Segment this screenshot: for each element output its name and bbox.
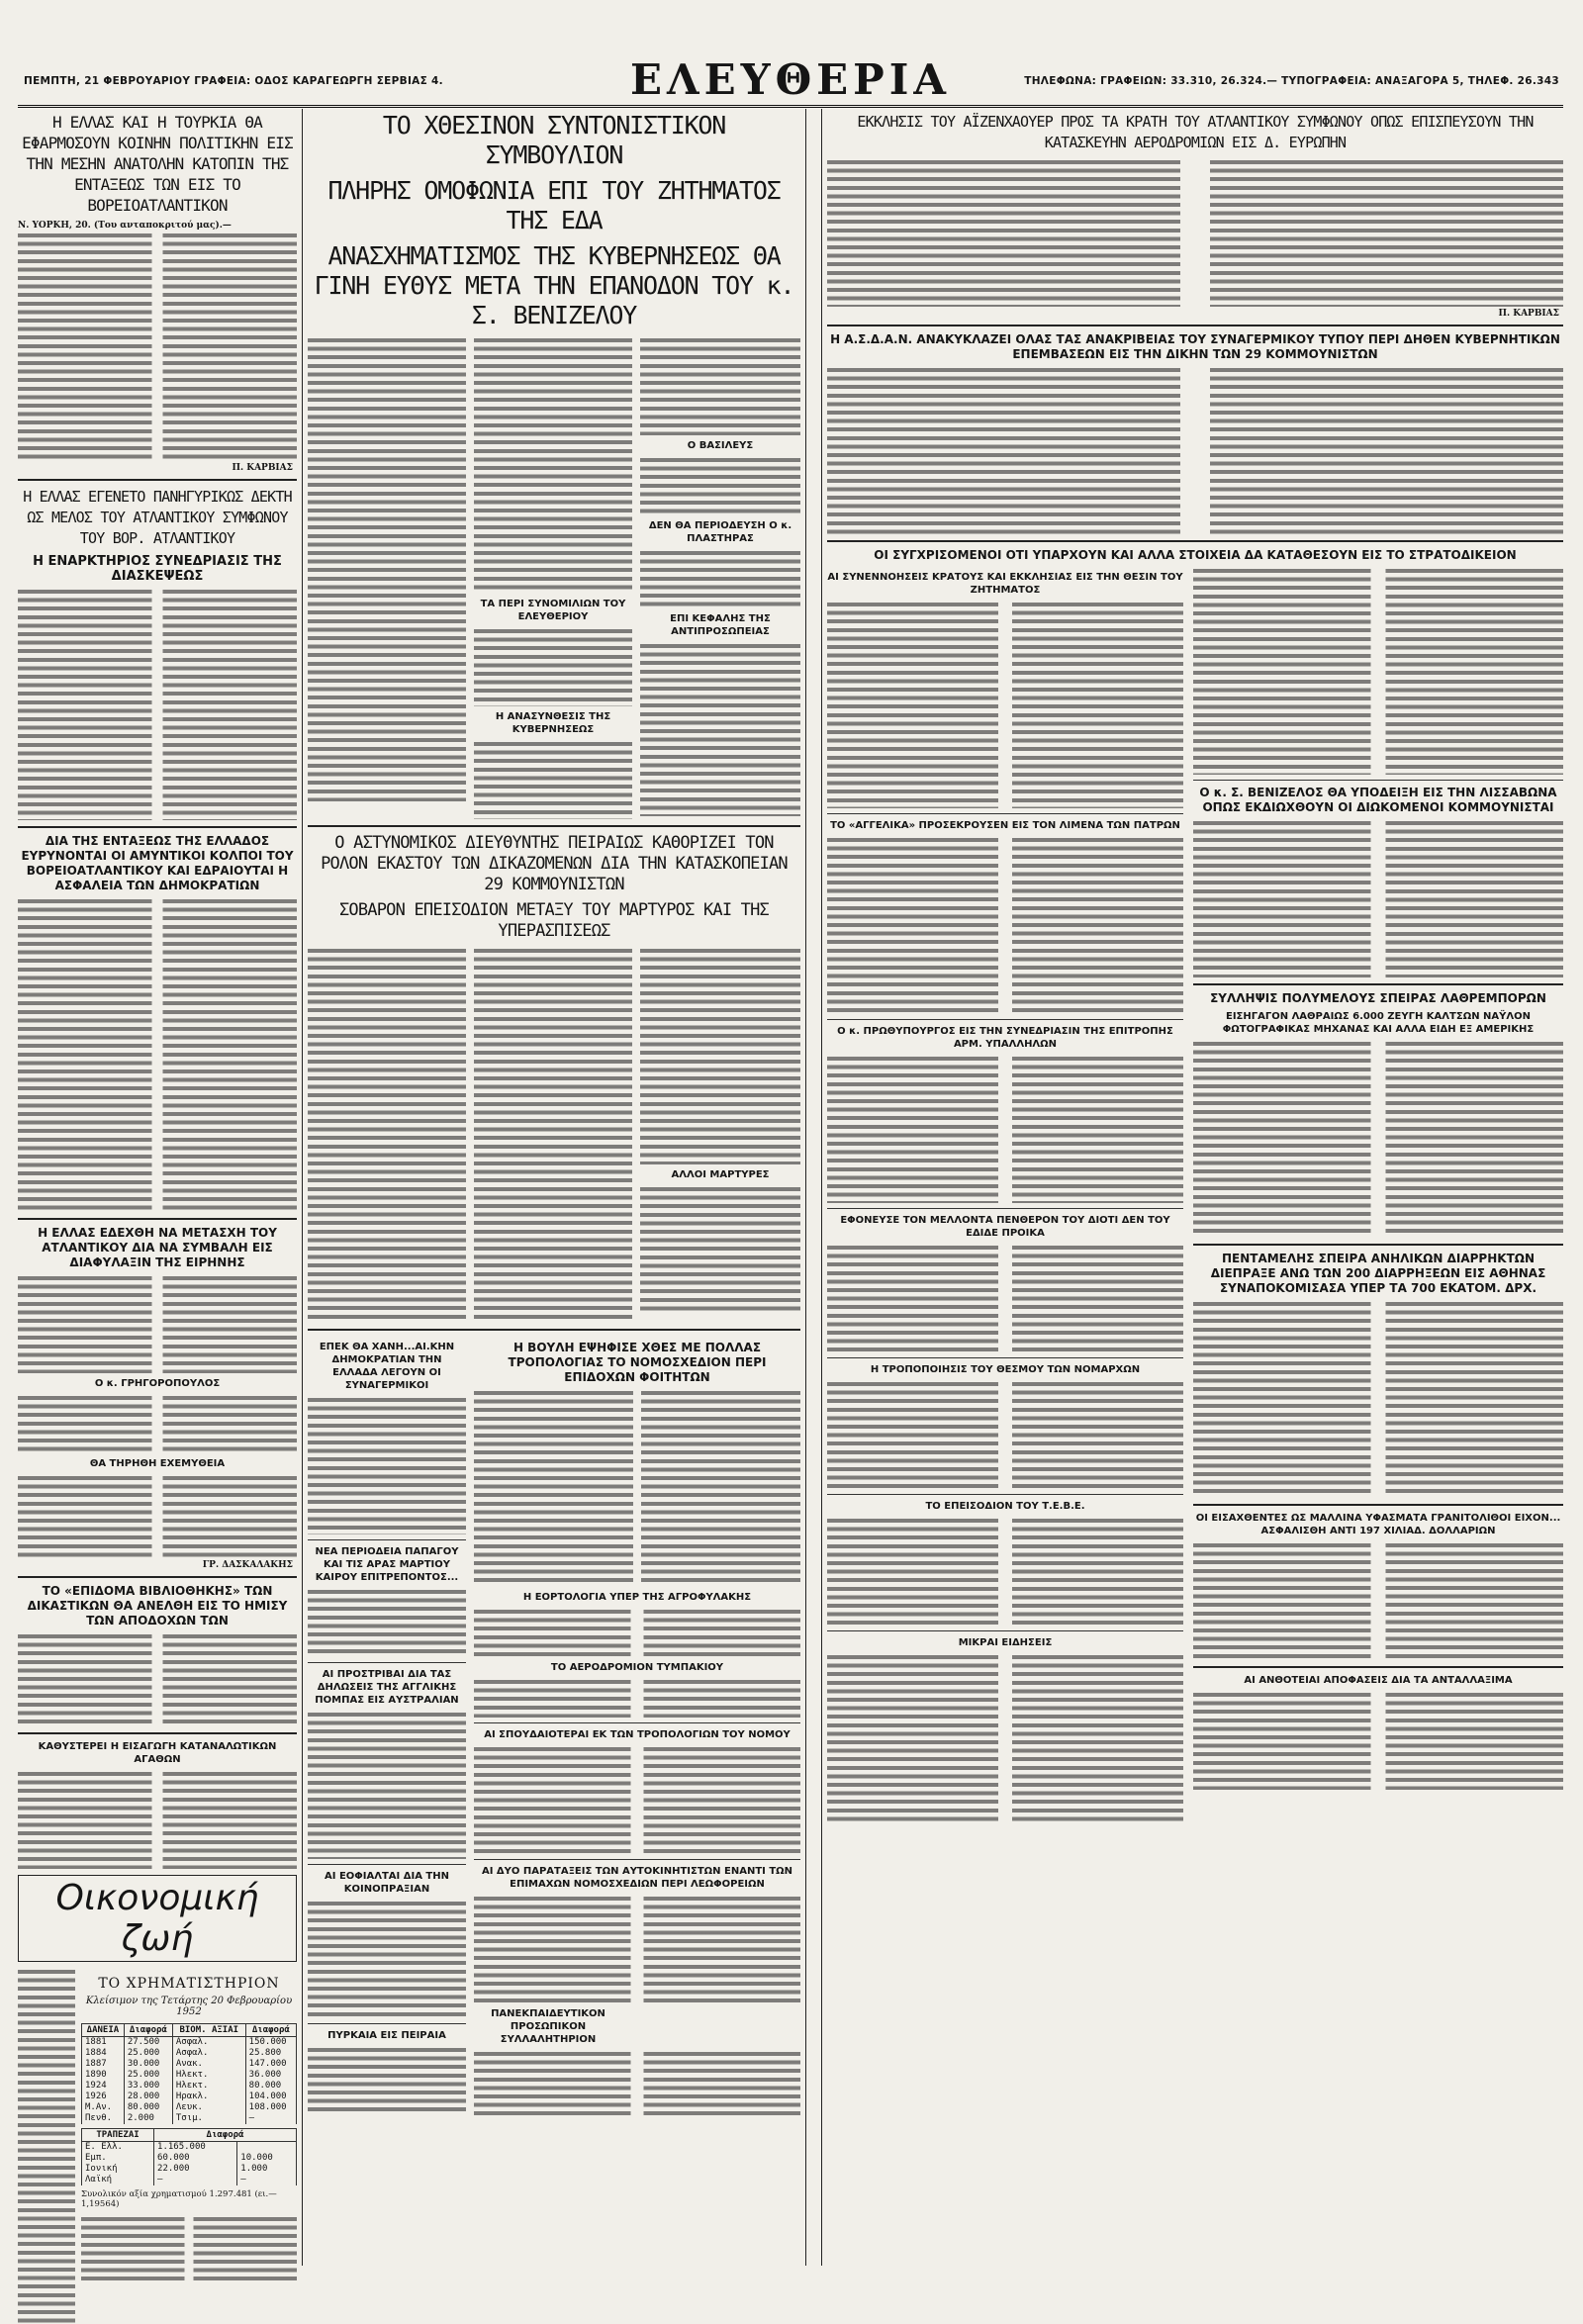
article-body: [308, 1711, 466, 1859]
article-body: [474, 1389, 633, 1587]
banner-headline-unanimity: ΠΛΗΡΗΣ ΟΜΟΦΩΝΙΑ ΕΠΙ ΤΟΥ ΖΗΤΗΜΑΤΟΣ ΤΗΣ ΕΔΑ: [327, 176, 781, 234]
article-body: [474, 627, 632, 706]
stock-exchange: [81, 1968, 297, 2324]
article-body: [1193, 1300, 1563, 1498]
article-body: [474, 1745, 800, 1854]
story-headline: Η ΤΡΟΠΟΠΟΙΗΣΙΣ ΤΟΥ ΘΕΣΜΟΥ ΤΩΝ ΝΟΜΑΡΧΩΝ: [870, 1364, 1141, 1375]
article-body: [18, 897, 297, 1212]
subheadline: ΤΟ ΑΕΡΟΔΡΟΜΙΟΝ ΤΥΜΠΑΚΙΟΥ: [550, 1662, 724, 1673]
story-headline: ΕΠΕΚ ΘΑ ΧΑΝΗ...ΑΙ.ΚΗΝ ΔΗΜΟΚΡΑΤΙΑΝ ΤΗΝ ΕΛΛΑΔΑ ΛΕΓΟΥΝ ΟΙ ΣΥΝΑΓΕΡΜΙΚΟΙ: [319, 1342, 455, 1391]
subheadline-minister: Ο κ. ΓΡΗΓΟΡΟΠΟΥΛΟΣ: [94, 1378, 221, 1389]
article-body: [18, 1474, 297, 1558]
stock-table-header: ΒΙΟΜ. ΑΞΙΑΙ: [172, 2024, 245, 2037]
table-row: 1924 33.000 Ηλεκτ. 80.000: [82, 2081, 297, 2092]
stock-table: [81, 2023, 297, 2124]
article-body: [308, 2046, 466, 2115]
right-region: [827, 109, 1563, 1821]
stock-table-header: Διαφορά: [124, 2024, 172, 2037]
article-body: [308, 336, 466, 801]
dateline: Ν. ΥΟΡΚΗ, 20. (Του ανταποκριτού μας).—: [18, 221, 232, 231]
economy-section: [18, 1968, 297, 2324]
table-row: 1881 27.500 Ασφαλ. 150.000: [82, 2037, 297, 2049]
lower-stories: [308, 1337, 800, 2119]
article-column: [640, 336, 800, 819]
story-column: [827, 567, 1183, 1821]
table-row: Πενθ. 2.000 Τσιμ. —: [82, 2113, 297, 2124]
subheadline: Ο ΒΑΣΙΛΕΥΣ: [687, 440, 754, 451]
stock-exchange-title: ΤΟ ΧΡΗΜΑΤΙΣΤΗΡΙΟΝ: [98, 1976, 280, 1992]
column-rule: [821, 109, 822, 2266]
headline-defense-expansion: ΔΙΑ ΤΗΣ ΕΝΤΑΞΕΩΣ ΤΗΣ ΕΛΛΑΔΟΣ ΕΥΡΥΝΟΝΤΑΙ ΟΙ ΑΜΥΝΤΙΚΟΙ ΚΟΛΠΟΙ ΤΟΥ ΒΟΡΕΙΟΑΤΛΑΝΤΙΚΟΥ ΚΑΙ ΕΔΡΑΙΟΥΤΑΙ Η ΑΣΦΑΛΕΙΑ ΤΩΝ ΔΗΜΟΚΡΑΤΙΩΝ: [21, 834, 294, 892]
article-body: [474, 2050, 800, 2119]
article-body: [640, 947, 800, 1164]
subheadline: ΤΑ ΠΕΡΙ ΣΥΝΟΜΙΛΙΩΝ ΤΟΥ ΕΛΕΥΘΕΡΙΟΥ: [480, 599, 626, 622]
table-row: Ιονική 22.000 1.000: [82, 2164, 297, 2175]
stock-table-header: ΔΑΝΕΙΑ: [82, 2024, 125, 2037]
story-headline: ΠΥΡΚΑΙΑ ΕΙΣ ΠΕΙΡΑΙΑ: [327, 2030, 446, 2041]
article-body: [81, 2215, 297, 2284]
article-body: [18, 1394, 297, 1453]
article-body: [827, 1653, 1183, 1821]
article-body: [474, 1678, 800, 1718]
story-headline: ΠΑΝΕΚΠΑΙΔΕΥΤΙΚΟΝ ΠΡΟΣΩΠΙΚΟΝ ΣΥΛΛΑΛΗΤΗΡΙΟΝ: [491, 2008, 605, 2045]
headline-exchange-decisions: ΑΙ ΑΝΘΟΤΕΙΑΙ ΑΠΟΦΑΣΕΙΣ ΔΙΑ ΤΑ ΑΝΤΑΛΛΑΞΙΜΑ: [1244, 1675, 1513, 1686]
story-headline: ΤΟ ΕΠΕΙΣΟΔΙΟΝ ΤΟΥ Τ.Ε.Β.Ε.: [925, 1501, 1085, 1512]
article-column: [474, 336, 632, 819]
article-body: [18, 588, 297, 820]
story-headline: Η ΒΟΥΛΗ ΕΨΗΦΙΣΕ ΧΘΕΣ ΜΕ ΠΟΛΛΑΣ ΤΡΟΠΟΛΟΓΙΑΣ ΤΟ ΝΟΜΟΣΧΕΔΙΟΝ ΠΕΡΙ ΕΠΙΔΟΧΩΝ ΦΟΙΤΗΤΩΝ: [508, 1341, 767, 1384]
masthead: [18, 53, 1563, 108]
story-headline: ΤΟ «ΑΓΓΕΛΙΚΑ» ΠΡΟΣΕΚΡΟΥΣΕΝ ΕΙΣ ΤΟΝ ΛΙΜΕΝΑ ΤΩΝ ΠΑΤΡΩΝ: [830, 820, 1180, 831]
masthead-phone-line: ΤΗΛΕΦΩΝΑ: ΓΡΑΦΕΙΩΝ: 33.310, 26.324.— ΤΥΠΟΓΡΑΦΕΙΑ: ΑΝΑΞΑΓΟΡΑ 5, ΤΗΛΕΦ. 26.343: [1024, 75, 1559, 87]
banner-headline-incident: ΣΟΒΑΡΟΝ ΕΠΕΙΣΟΔΙΟΝ ΜΕΤΑΞΥ ΤΟΥ ΜΑΡΤΥΡΟΣ ΚΑΙ ΤΗΣ ΥΠΕΡΑΣΠΙΣΕΩΣ: [338, 900, 769, 941]
article-body: [18, 1274, 297, 1373]
story-column: [1193, 567, 1563, 1821]
table-row: Λαϊκή — —: [82, 2175, 297, 2185]
article-body: [18, 232, 297, 461]
article-body: [827, 1244, 1183, 1352]
article-body: [308, 947, 466, 1323]
story-headline: ΑΙ ΣΥΝΕΝΝΟΗΣΕΙΣ ΚΡΑΤΟΥΣ ΚΑΙ ΕΚΚΛΗΣΙΑΣ ΕΙΣ ΤΗΝ ΘΕΣΙΝ ΤΟΥ ΖΗΤΗΜΑΤΟΣ: [827, 572, 1183, 596]
article-body: [18, 1968, 75, 2324]
headline-court-evidence: ΟΙ ΣΥΓΧΡΙΣΟΜΕΝΟΙ ΟΤΙ ΥΠΑΡΧΟΥΝ ΚΑΙ ΑΛΛΑ ΣΤΟΙΧΕΙΑ ΔΑ ΚΑΤΑΘΕΣΟΥΝ ΕΙΣ ΤΟ ΣΤΡΑΤΟΔΙΚΕΙΟΝ: [874, 548, 1517, 562]
article-body: [827, 1055, 1183, 1203]
article-body: [18, 1770, 297, 1869]
article-body: [1193, 819, 1563, 977]
article-body: [308, 1588, 466, 1657]
banner-headline-council: ΤΟ ΧΘΕΣΙΝΟΝ ΣΥΝΤΟΝΙΣΤΙΚΟΝ ΣΥΜΒΟΥΛΙΟΝ: [382, 111, 726, 169]
article-body: [827, 158, 1563, 307]
article-body: [640, 642, 800, 816]
article-body: [308, 1900, 466, 2018]
article-body: [1193, 1541, 1563, 1660]
headline-nato-membership: Η ΕΛΛΑΣ ΕΓΕΝΕΤΟ ΠΑΝΗΓΥΡΙΚΩΣ ΔΕΚΤΗ ΩΣ ΜΕΛΟΣ ΤΟΥ ΑΤΛΑΝΤΙΚΟΥ ΣΥΜΦΩΝΟΥ ΤΟΥ ΒΟΡ. ΑΤΛΑΝΤΙΚΟΥ: [23, 488, 292, 547]
article-body: [474, 336, 632, 594]
article-body: [827, 1517, 1183, 1626]
story-headline: ΑΙ ΠΡΟΣΤΡΙΒΑΙ ΔΙΑ ΤΑΣ ΔΗΛΩΣΕΙΣ ΤΗΣ ΑΓΓΛΙΚΗΣ ΠΟΜΠΑΣ ΕΙΣ ΑΥΣΤΡΑΛΙΑΝ: [315, 1669, 459, 1706]
newspaper-page: [18, 14, 1563, 2270]
headline-eisenhower: ΕΚΚΛΗΣΙΣ ΤΟΥ ΑΪΖΕΝΧΑΟΥΕΡ ΠΡΟΣ ΤΑ ΚΡΑΤΗ ΤΟΥ ΑΤΛΑΝΤΙΚΟΥ ΣΥΜΦΩΝΟΥ ΟΠΩΣ ΕΠΙΣΠΕΥΣΟΥΝ ΤΗΝ ΚΑΤΑΣΚΕΥΗΝ ΑΕΡΟΔΡΟΜΙΩΝ ΕΙΣ Δ. ΕΥΡΩΠΗΝ: [857, 113, 1534, 151]
article-body: [474, 1895, 800, 2003]
article-body: [474, 740, 632, 819]
table-row: Μ.Αν. 80.000 Λευκ. 108.000: [82, 2102, 297, 2113]
banner-headline-reshuffle: ΑΝΑΣΧΗΜΑΤΙΣΜΟΣ ΤΗΣ ΚΥΒΕΡΝΗΣΕΩΣ ΘΑ ΓΙΝΗ ΕΥΘΥΣ ΜΕΤΑ ΤΗΝ ΕΠΑΝΟΔΟΝ ΤΟΥ κ. Σ. ΒΕΝΙΖΕΛΟΥ: [314, 241, 794, 329]
article-body: [640, 456, 800, 515]
headline-smugglers: ΣΥΛΛΗΨΙΣ ΠΟΛΥΜΕΛΟΥΣ ΣΠΕΙΡΑΣ ΛΑΘΡΕΜΠΟΡΩΝ: [1210, 991, 1546, 1005]
subheadline: ΔΕΝ ΘΑ ΠΕΡΙΟΔΕΥΣΗ Ο κ. ΠΛΑΣΤΗΡΑΣ: [648, 520, 792, 544]
article-columns: [308, 947, 800, 1323]
subheadline-secrecy: ΘΑ ΤΗΡΗΘΗ ΕΧΕΜΥΘΕΙΑ: [89, 1458, 226, 1469]
article-body: [474, 1608, 800, 1657]
subheadline: Η ΕΟΡΤΟΛΟΓΙΑ ΥΠΕΡ ΤΗΣ ΑΓΡΟΦΥΛΑΚΗΣ: [522, 1592, 752, 1603]
table-row: 1884 25.000 Ασφαλ. 25.800: [82, 2048, 297, 2059]
story-headline: ΑΙ ΔΥΟ ΠΑΡΑΤΑΞΕΙΣ ΤΩΝ ΑΥΤΟΚΙΝΗΤΙΣΤΩΝ ΕΝΑΝΤΙ ΤΩΝ ΕΠΙΜΑΧΩΝ ΝΟΜΟΣΧΕΔΙΩΝ ΠΕΡΙ ΛΕΩΦΟΡΕΙΩΝ: [481, 1866, 793, 1890]
stock-total: Συνολικόν αξία χρηματισμού 1.297.481 (ει.—1,19564): [81, 2189, 277, 2209]
article-body: [1193, 1040, 1563, 1238]
article-column: [640, 947, 800, 1323]
article-body: [641, 1389, 800, 1587]
headline-lisbon: Ο κ. Σ. ΒΕΝΙΖΕΛΟΣ ΘΑ ΥΠΟΔΕΙΞΗ ΕΙΣ ΤΗΝ ΛΙΣΣΑΒΩΝΑ ΟΠΩΣ ΕΚΔΙΩΧΘΟΥΝ ΟΙ ΔΙΩΚΟΜΕΝΟΙ ΚΟΜΜΟΥΝΙΣΤΑΙ: [1199, 786, 1557, 814]
article-body: [1193, 1691, 1563, 1790]
story-headline: Ο κ. ΠΡΩΘΥΠΟΥΡΓΟΣ ΕΙΣ ΤΗΝ ΣΥΝΕΔΡΙΑΣΙΝ ΤΗΣ ΕΠΙΤΡΟΠΗΣ ΑΡΜ. ΥΠΑΛΛΗΛΩΝ: [837, 1026, 1173, 1050]
headline-burglars: ΠΕΝΤΑΜΕΛΗΣ ΣΠΕΙΡΑ ΑΝΗΛΙΚΩΝ ΔΙΑΡΡΗΚΤΩΝ ΔΙΕΠΡΑΞΕ ΑΝΩ ΤΩΝ 200 ΔΙΑΡΡΗΞΕΩΝ ΕΙΣ ΑΘΗΝΑΣ ΣΥΝΑΠΟΚΟΜΙΣΑΣΑ ΥΠΕΡ ΤΑ 700 ΕΚΑΤΟΜ. ΔΡΧ.: [1210, 1252, 1546, 1295]
article-body: [827, 836, 1183, 1014]
story-headline: ΝΕΑ ΠΕΡΙΟΔΕΙΑ ΠΑΠΑΓΟΥ ΚΑΙ ΤΙΣ ΑΡΑΣ ΜΑΡΤΙΟΥ ΚΑΙΡΟΥ ΕΠΙΤΡΕΠΟΝΤΟΣ...: [315, 1546, 459, 1583]
article-body: [640, 336, 800, 435]
subheadline: ΕΠΙ ΚΕΦΑΛΗΣ ΤΗΣ ΑΝΤΙΠΡΟΣΩΠΕΙΑΣ: [670, 613, 771, 637]
headline-granite: ΟΙ ΕΙΣΑΧΘΕΝΤΕΣ ΩΣ ΜΑΛΛΙΝΑ ΥΦΑΣΜΑΤΑ ΓΡΑΝΙΤΟΛΙΘΟΙ ΕΙΧΟΝ... ΑΣΦΑΛΙΣΘΗ ΑΝΤΙ 197 ΧΙΛΙΑΔ. ΔΟΛΛΑΡΙΩΝ: [1195, 1513, 1561, 1536]
column-rule: [302, 109, 303, 2266]
story-column-wide: [474, 1337, 800, 2119]
stock-exchange-date: Κλείσιμον της Τετάρτης 20 Φεβρουαρίου 1952: [85, 1996, 293, 2017]
masthead-date-line: ΠΕΜΠΤΗ, 21 ΦΕΒΡΟΥΑΡΙΟΥ ΓΡΑΦΕΙΑ: ΟΔΟΣ ΚΑΡΑΓΕΩΡΓΗ ΣΕΡΒΙΑΣ 4.: [24, 75, 443, 87]
article-body: [640, 549, 800, 608]
banks-table: [81, 2128, 297, 2185]
headline-imports-delay: ΚΑΘΥΣΤΕΡΕΙ Η ΕΙΣΑΓΩΓΗ ΚΑΤΑΝΑΛΩΤΙΚΩΝ ΑΓΑΘΩΝ: [38, 1741, 277, 1765]
article-body: [474, 947, 632, 1323]
byline: Π. ΚΑΡΒΙΑΣ: [1498, 309, 1559, 319]
table-row: Εμπ. 60.000 10.000: [82, 2153, 297, 2164]
story-column: [308, 1337, 466, 2119]
column-center: [308, 109, 800, 2119]
article-body: [18, 1632, 297, 1726]
headline-judges-allowance: ΤΟ «ΕΠΙΔΟΜΑ ΒΙΒΛΙΟΘΗΚΗΣ» ΤΩΝ ΔΙΚΑΣΤΙΚΩΝ ΘΑ ΑΝΕΛΘΗ ΕΙΣ ΤΟ ΗΜΙΣΥ ΤΩΝ ΑΠΟΔΟΧΩΝ ΤΩΝ: [27, 1584, 288, 1627]
headline-peace-contribution: Η ΕΛΛΑΣ ΕΔΕΧΘΗ ΝΑ ΜΕΤΑΣΧΗ ΤΟΥ ΑΤΛΑΝΤΙΚΟΥ ΔΙΑ ΝΑ ΣΥΜΒΑΛΗ ΕΙΣ ΔΙΑΦΥΛΑΞΙΝ ΤΗΣ ΕΙΡΗΝΗΣ: [38, 1226, 277, 1269]
article-body: [827, 601, 1183, 808]
column-left: [18, 109, 297, 2324]
subheadline: Η ΑΝΑΣΥΝΘΕΣΙΣ ΤΗΣ ΚΥΒΕΡΝΗΣΕΩΣ: [495, 711, 611, 735]
story-headline: ΜΙΚΡΑΙ ΕΙΔΗΣΕΙΣ: [958, 1637, 1053, 1648]
table-row: 1926 28.000 Ηρακλ. 104.000: [82, 2092, 297, 2102]
subheadline-smugglers: ΕΙΣΗΓΑΓΟΝ ΛΑΘΡΑΙΩΣ 6.000 ΖΕΥΓΗ ΚΑΛΤΣΩΝ ΝΑΫΛΟΝ ΦΩΤΟΓΡΑΦΙΚΑΣ ΜΗΧΑΝΑΣ ΚΑΙ ΑΛΛΑ ΕΙΔΗ ΕΞ ΑΜΕΡΙΚΗΣ: [1222, 1011, 1535, 1035]
subheadline: ΑΛΛΟΙ ΜΑΡΤΥΡΕΣ: [671, 1169, 770, 1180]
story-headline: ΕΦΟΝΕΥΣΕ ΤΟΝ ΜΕΛΛΟΝΤΑ ΠΕΝΘΕΡΟΝ ΤΟΥ ΔΙΟΤΙ ΔΕΝ ΤΟΥ ΕΔΙΔΕ ΠΡΟΙΚΑ: [840, 1215, 1170, 1239]
banner-headline-espionage: Ο ΑΣΤΥΝΟΜΙΚΟΣ ΔΙΕΥΘΥΝΤΗΣ ΠΕΙΡΑΙΩΣ ΚΑΘΟΡΙΖΕΙ ΤΟΝ ΡΟΛΟΝ ΕΚΑΣΤΟΥ ΤΩΝ ΔΙΚΑΖΟΜΕΝΩΝ ΔΙΑ ΤΗΝ ΚΑΤΑΣΚΟΠΕΙΑΝ 29 ΚΟΜΜΟΥΝΙΣΤΩΝ: [321, 833, 788, 894]
article-body: [308, 1396, 466, 1534]
subheadline-conference: Η ΕΝΑΡΚΤΗΡΙΟΣ ΣΥΝΕΔΡΙΑΣΙΣ ΤΗΣ ΔΙΑΣΚΕΨΕΩΣ: [33, 554, 282, 584]
banks-table-header: Διαφορά: [154, 2129, 297, 2142]
banks-table-header: ΤΡΑΠΕΖΑΙ: [82, 2129, 154, 2142]
story-headline: ΑΙ ΣΠΟΥΔΑΙΟΤΕΡΑΙ ΕΚ ΤΩΝ ΤΡΟΠΟΛΟΓΙΩΝ ΤΟΥ ΝΟΜΟΥ: [484, 1729, 791, 1740]
article-body: [640, 1185, 800, 1314]
article-body: [827, 366, 1563, 534]
headline-asdan: Η Α.Σ.Δ.Α.Ν. ΑΝΑΚΥΚΛΑΖΕΙ ΟΛΑΣ ΤΑΣ ΑΝΑΚΡΙΒΕΙΑΣ ΤΟΥ ΣΥΝΑΓΕΡΜΙΚΟΥ ΤΥΠΟΥ ΠΕΡΙ ΔΗΘΕΝ ΚΥΒΕΡΝΗΤΙΚΩΝ ΕΠΕΜΒΑΣΕΩΝ ΕΙΣ ΤΗΝ ΔΙΚΗΝ ΤΩΝ 29 ΚΟΜΜΟΥΝΙΣΤΩΝ: [830, 332, 1560, 361]
table-row: 1890 25.000 Ηλεκτ. 36.000: [82, 2070, 297, 2081]
byline: ΓΡ. ΔΑΣΚΑΛΑΚΗΣ: [202, 1560, 293, 1570]
stock-table-header: Διαφορά: [245, 2024, 296, 2037]
article-columns: [308, 336, 800, 819]
article-body: [827, 1380, 1183, 1489]
column-rule: [805, 109, 806, 2266]
headline-greece-turkey: Η ΕΛΛΑΣ ΚΑΙ Η ΤΟΥΡΚΙΑ ΘΑ ΕΦΑΡΜΟΣΟΥΝ ΚΟΙΝΗΝ ΠΟΛΙΤΙΚΗΝ ΕΙΣ ΤΗΝ ΜΕΣΗΝ ΑΝΑΤΟΛΗΝ ΚΑΤΟΠΙΝ ΤΗΣ ΕΝΤΑΞΕΩΣ ΤΩΝ ΕΙΣ ΤΟ ΒΟΡΕΙΟΑΤΛΑΝΤΙΚΟΝ: [22, 113, 293, 215]
table-row: Ε. Ελλ. 1.165.000: [82, 2142, 297, 2154]
article-body: [1193, 567, 1563, 775]
newspaper-title: ΕΛΕΥΘΕΡΙΑ: [629, 55, 951, 104]
table-row: 1887 30.000 Ανακ. 147.000: [82, 2059, 297, 2070]
story-headline: ΑΙ ΕΟΦΙΑΛΤΑΙ ΔΙΑ ΤΗΝ ΚΟΙΝΟΠΡΑΞΙΑΝ: [325, 1871, 449, 1895]
byline: Π. ΚΑΡΒΙΑΣ: [232, 463, 293, 473]
economy-section-title: Οικονομική ζωή: [18, 1875, 297, 1962]
